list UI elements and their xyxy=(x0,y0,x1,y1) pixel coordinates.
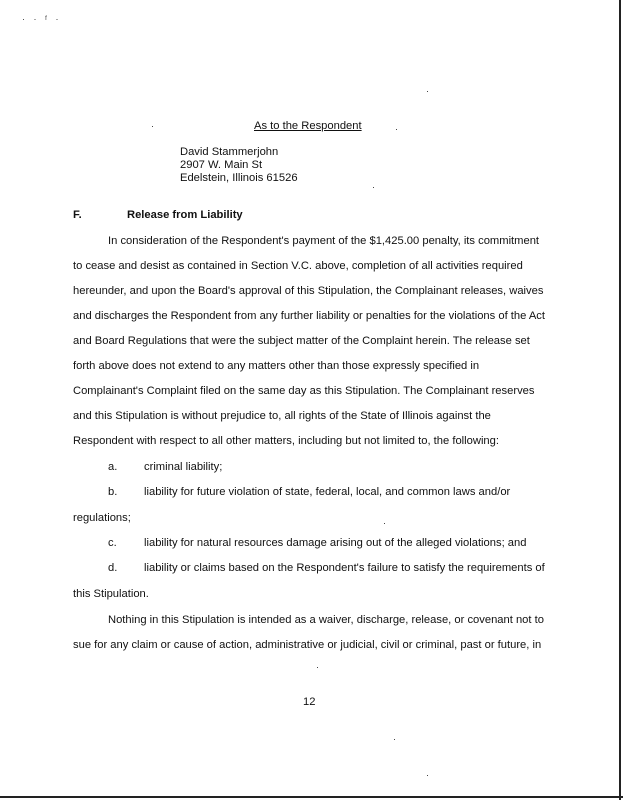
scan-speck xyxy=(317,667,318,668)
section-heading xyxy=(73,209,243,221)
address-street: 2907 W. Main St xyxy=(180,159,263,171)
list-marker: c. xyxy=(108,537,117,549)
body-line: forth above does not extend to any matters other than those expressly specified in xyxy=(73,360,480,372)
list-marker: d. xyxy=(108,562,118,574)
body-line: sue for any claim or cause of action, administrative or judicial, civil or criminal, past or future, in xyxy=(73,639,542,651)
scan-edge-bottom xyxy=(0,796,623,798)
body-line: Respondent with respect to all other matters, including but not limited to, the following: xyxy=(73,435,499,447)
body-line: and this Stipulation is without prejudice to, all rights of the State of Illinois against the xyxy=(73,410,491,422)
scan-speck xyxy=(396,129,397,130)
page-number: 12 xyxy=(303,696,316,708)
list-text: liability for future violation of state, federal, local, and common laws and/or xyxy=(144,486,511,498)
list-text: liability for natural resources damage arising out of the alleged violations; and xyxy=(144,537,527,549)
list-item-a xyxy=(108,461,222,473)
address-name: David Stammerjohn xyxy=(180,146,279,158)
scan-speck xyxy=(384,523,385,524)
list-marker: a. xyxy=(108,461,118,473)
body-line: Nothing in this Stipulation is intended as a waiver, discharge, release, or covenant not to xyxy=(108,614,544,626)
body-line: to cease and desist as contained in Section V.C. above, completion of all activities required xyxy=(73,260,523,272)
list-marker: b. xyxy=(108,486,118,498)
body-line: In consideration of the Respondent's payment of the $1,425.00 penalty, its commitment xyxy=(108,235,540,247)
list-item-c xyxy=(108,537,526,549)
scan-edge-right xyxy=(619,0,621,800)
list-item-b-continuation: regulations; xyxy=(73,512,131,524)
section-letter: F. xyxy=(73,209,82,221)
body-line: and Board Regulations that were the subject matter of the Complaint herein. The release set xyxy=(73,335,530,347)
address-city: Edelstein, Illinois 61526 xyxy=(180,172,298,184)
scan-speck xyxy=(427,91,428,92)
scan-speck xyxy=(373,187,374,188)
body-line: hereunder, and upon the Board's approval of this Stipulation, the Complainant releases, waives xyxy=(73,285,544,297)
respondent-heading: As to the Respondent xyxy=(254,120,362,132)
list-item-d xyxy=(108,562,545,574)
list-text: criminal liability; xyxy=(144,461,223,473)
section-title: Release from Liability xyxy=(127,209,243,221)
list-item-d-continuation: this Stipulation. xyxy=(73,588,149,600)
body-line: and discharges the Respondent from any further liability or penalties for the violations of the Act xyxy=(73,310,546,322)
body-line: Complainant's Complaint filed on the same day as this Stipulation. The Complainant reserves xyxy=(73,385,535,397)
list-text: liability or claims based on the Respondent's failure to satisfy the requirements of xyxy=(144,562,545,574)
scan-specks: · · ᶠ · xyxy=(22,14,62,24)
scan-speck xyxy=(152,126,153,127)
scan-speck xyxy=(427,775,428,776)
list-item-b xyxy=(108,486,510,498)
scan-speck xyxy=(394,739,395,740)
